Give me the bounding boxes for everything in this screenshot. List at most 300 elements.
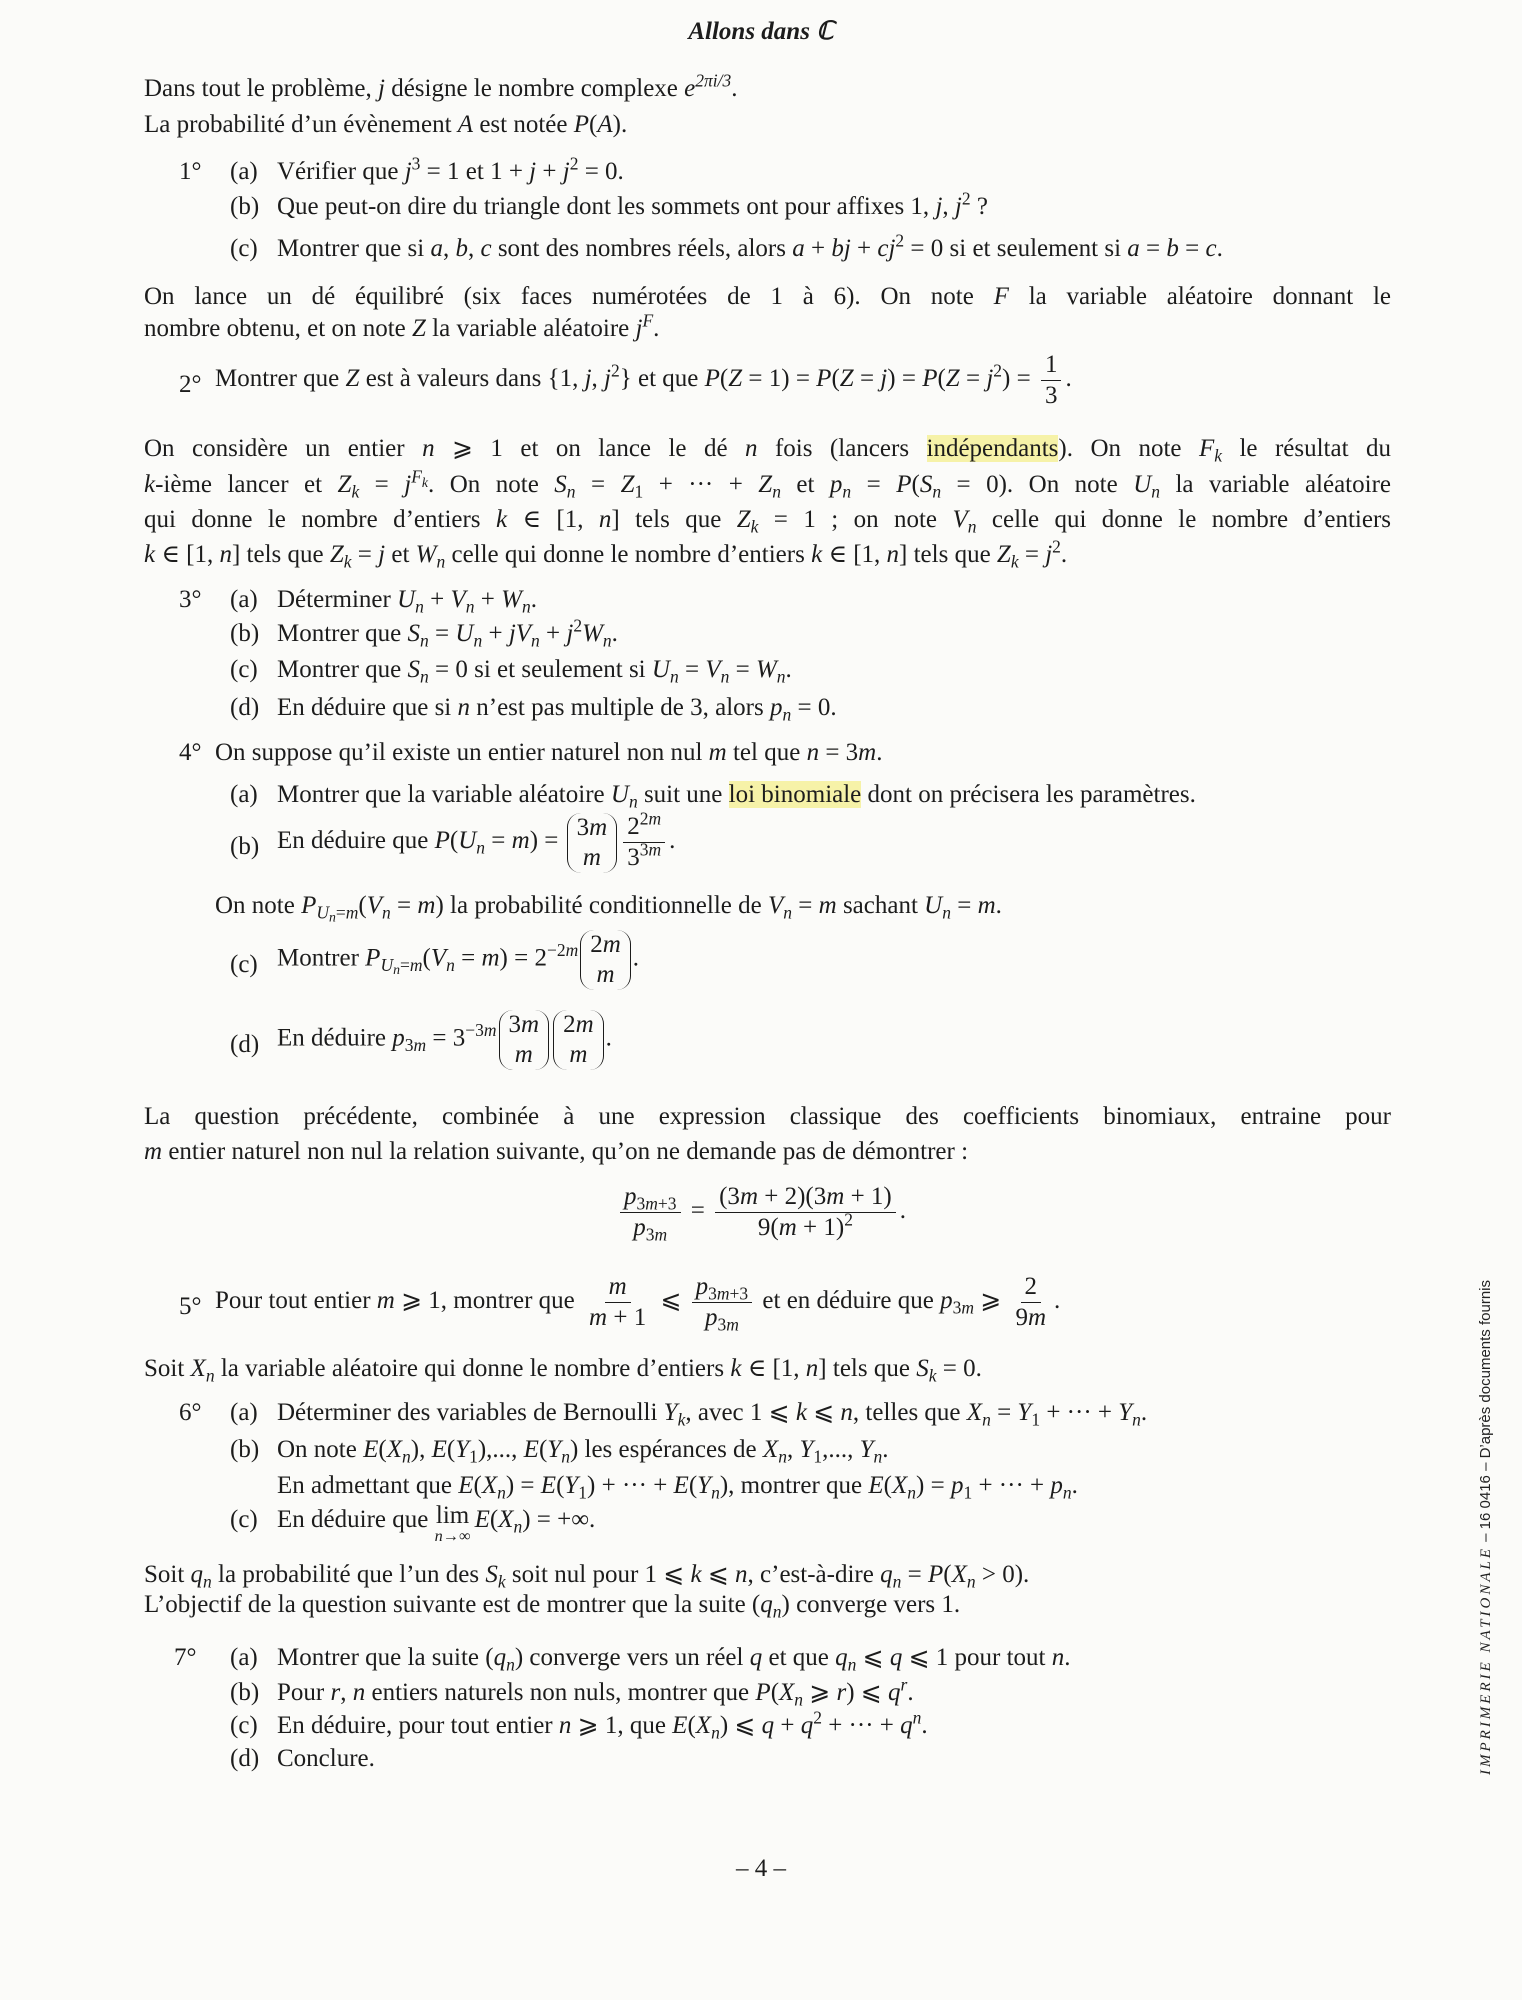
text-run: ∈ [1, <box>741 1355 806 1382</box>
fraction <box>692 1272 753 1333</box>
text-run: , avec 1 ⩽ <box>685 1399 796 1426</box>
math-symbol: 1 <box>578 1482 588 1503</box>
math-symbol: = <box>399 954 410 975</box>
text-run: . <box>899 1197 906 1225</box>
text-run: . <box>669 827 676 855</box>
item-label: (d) <box>230 1745 260 1772</box>
math-symbol: n <box>966 1571 976 1592</box>
question-4 <box>0 736 1522 770</box>
math-symbol: F <box>1198 435 1215 462</box>
item-label: (d) <box>230 1031 260 1058</box>
math-symbol: k <box>144 471 156 498</box>
math-symbol: n <box>602 630 612 651</box>
question-4b <box>0 808 1522 882</box>
math-symbol: p <box>704 1304 718 1331</box>
fraction <box>1041 350 1062 411</box>
math-symbol: A <box>597 111 613 138</box>
text-run: En déduire que si <box>277 694 458 721</box>
math-symbol: −2 <box>546 940 566 961</box>
math-symbol: n <box>669 666 679 687</box>
math-symbol: Z <box>412 315 426 342</box>
text-run: ), montrer que <box>719 1472 869 1499</box>
text-run: ( <box>378 1436 387 1463</box>
math-symbol: m <box>608 1273 627 1300</box>
math-symbol: r <box>330 1679 341 1706</box>
math-symbol: m <box>589 1304 608 1331</box>
math-symbol: p <box>829 471 843 498</box>
math-symbol: 1 <box>634 481 644 502</box>
intro-line <box>144 108 627 142</box>
display-formula <box>0 1182 1522 1243</box>
paragraph-line <box>144 538 1067 572</box>
math-symbol: k <box>343 551 352 572</box>
text-run: Déterminer <box>277 586 398 613</box>
text-run: sachant <box>836 892 925 919</box>
math-symbol: p <box>940 1287 953 1315</box>
question-6a <box>0 1396 1522 1430</box>
math-symbol: 2 <box>639 808 649 829</box>
text-run: On lance un dé équilibré (six faces numérotées de 1 à 6). On note <box>144 283 994 310</box>
math-symbol: n <box>873 1446 883 1467</box>
text-run: = 0 si et seulement si <box>428 656 652 683</box>
math-symbol: n <box>446 954 455 975</box>
question-number: 4° <box>179 739 202 766</box>
math-symbol: A <box>457 111 474 138</box>
math-symbol: Y <box>799 1436 814 1463</box>
text-run: 9 <box>1015 1304 1028 1331</box>
question-text <box>215 1272 1060 1333</box>
text-run: ⩽ <box>701 1561 736 1588</box>
text-run: la variable aléatoire qui donne le nombre d’entiers <box>214 1355 731 1382</box>
text-run: + <box>539 620 567 647</box>
binomial-top <box>563 1010 594 1040</box>
text-run: ) = 2 <box>499 944 547 972</box>
math-symbol: r <box>836 1679 847 1706</box>
math-symbol: 3 <box>708 1283 717 1304</box>
fraction-denominator <box>1011 1303 1050 1333</box>
text-run: Montrer que <box>277 656 408 683</box>
math-symbol: n <box>513 1516 523 1537</box>
text-run: et <box>780 471 830 498</box>
math-symbol: Z <box>337 471 352 498</box>
binomial-bottom <box>596 960 614 990</box>
question-6b <box>0 1433 1522 1467</box>
text-run: (3 <box>719 1183 740 1210</box>
math-symbol: V <box>768 892 784 919</box>
question-7a <box>0 1641 1522 1675</box>
text-run: . <box>530 586 537 613</box>
math-symbol: S <box>485 1561 498 1588</box>
text-run: = 0. <box>578 158 624 185</box>
text-run: la variable aléatoire <box>425 315 636 342</box>
item-text <box>277 1010 612 1070</box>
text-run: ∈ [1, <box>822 541 887 568</box>
math-symbol: S <box>407 620 421 647</box>
text-run: suit une <box>637 781 729 808</box>
math-symbol: n <box>967 516 977 537</box>
math-symbol: m <box>569 1041 588 1068</box>
math-symbol: n <box>842 481 852 502</box>
printer-footer <box>1477 1280 1495 1775</box>
text-run: = <box>485 827 512 855</box>
question-3a <box>0 583 1522 617</box>
fraction-numerator <box>620 1182 681 1213</box>
math-symbol: X <box>695 1712 712 1739</box>
math-symbol: n <box>473 630 483 651</box>
math-symbol: n <box>476 837 486 858</box>
math-symbol: e <box>684 75 696 102</box>
text-run: ) ⩽ <box>719 1712 762 1739</box>
math-symbol: c <box>480 235 492 262</box>
math-symbol: n <box>566 481 576 502</box>
math-symbol: m <box>645 1193 658 1214</box>
text-run: Déterminer des variables de Bernoulli <box>277 1399 664 1426</box>
paragraph-line <box>144 432 1391 466</box>
fraction-denominator <box>1041 381 1062 411</box>
math-symbol: m <box>409 954 423 975</box>
text-run: soit nul pour 1 ⩽ <box>505 1561 691 1588</box>
question-number: 2° <box>179 371 202 398</box>
text-run: = <box>359 471 405 498</box>
text-run: ( <box>556 1472 565 1499</box>
text-run: . <box>907 1679 914 1706</box>
text-run: ⩾ 1, que <box>571 1712 673 1739</box>
math-symbol: q <box>800 1712 814 1739</box>
text-run: + 1) <box>844 1183 892 1210</box>
math-symbol: n <box>711 1722 720 1743</box>
math-symbol: p <box>392 1024 405 1052</box>
math-symbol: n <box>735 1561 748 1588</box>
limit-word: lim <box>435 1502 470 1529</box>
question-4a <box>0 778 1522 812</box>
fraction-numerator <box>692 1272 753 1303</box>
item-text <box>277 1709 928 1743</box>
fraction-numerator <box>605 1272 631 1303</box>
document-code: – 16 0416 – D’après documents fournis <box>1477 1280 1494 1546</box>
item-text <box>277 653 792 687</box>
text-run: ) = <box>887 365 923 393</box>
binomial-bottom <box>515 1040 533 1070</box>
intro-line <box>144 72 738 106</box>
text-run: = <box>792 892 819 919</box>
math-symbol: 1 <box>1031 1409 1041 1430</box>
math-symbol: E <box>868 1472 884 1499</box>
math-symbol: bj <box>831 235 851 262</box>
text-run: = <box>851 471 897 498</box>
paragraph-line <box>144 503 1391 537</box>
text-run: En déduire <box>277 1024 393 1052</box>
question-6b-continued <box>0 1469 1522 1503</box>
math-symbol: m <box>596 961 615 988</box>
item-text <box>277 617 618 651</box>
fraction <box>623 808 665 873</box>
text-run: Montrer que la variable aléatoire <box>277 781 611 808</box>
text-run: En déduire, pour tout entier <box>277 1712 559 1739</box>
math-symbol: m <box>858 739 877 766</box>
math-symbol: S <box>554 471 567 498</box>
math-symbol: m <box>961 1297 975 1318</box>
item-text <box>277 232 1223 266</box>
text-run: ? <box>970 193 988 220</box>
text-run: , <box>942 193 955 220</box>
math-symbol: n <box>628 791 638 812</box>
math-symbol: q <box>889 1644 903 1671</box>
text-run: = 3 <box>819 739 859 766</box>
text-run: + ··· + <box>821 1712 901 1739</box>
math-symbol: m <box>778 1214 797 1241</box>
item-text <box>277 930 639 990</box>
math-symbol: m <box>648 839 662 860</box>
math-symbol: P <box>922 365 938 393</box>
math-symbol: j <box>986 365 994 393</box>
text-run: ). On note <box>1058 435 1199 462</box>
text-run: = <box>729 656 756 683</box>
highlighted-text: indépendants <box>926 435 1059 462</box>
math-symbol: Z <box>736 506 751 533</box>
item-label: (b) <box>230 1436 260 1463</box>
math-symbol: cj <box>877 235 896 262</box>
math-symbol: 3 <box>636 1193 646 1214</box>
text-run: entiers naturels non nuls, montrer que <box>365 1679 756 1706</box>
math-symbol: U <box>397 586 416 613</box>
text-run: ⩽ <box>806 1399 841 1426</box>
math-symbol: n <box>415 596 424 617</box>
math-symbol: U <box>651 656 670 683</box>
text-run: = <box>684 1197 712 1225</box>
text-run: ] tels que <box>611 506 737 533</box>
text-run: = <box>1139 235 1167 262</box>
math-symbol: 2 <box>610 360 620 381</box>
text-run: la variable aléatoire donnant le <box>1008 283 1391 310</box>
math-symbol: n <box>465 596 475 617</box>
math-symbol: j <box>404 158 412 185</box>
item-label: (d) <box>230 694 260 721</box>
math-symbol: n <box>982 1409 991 1430</box>
text-run: + <box>536 158 563 185</box>
binomial-coefficient <box>553 1010 604 1070</box>
math-symbol: 1 <box>963 1482 973 1503</box>
question-number: 3° <box>179 586 202 613</box>
math-symbol: Y <box>455 1436 470 1463</box>
text-run: ( <box>688 1472 698 1499</box>
math-symbol: q <box>190 1561 204 1588</box>
math-symbol: Z <box>996 541 1011 568</box>
math-symbol: n <box>892 1571 902 1592</box>
text-run: ⩽ <box>856 1644 890 1671</box>
math-symbol: n <box>1062 1482 1072 1503</box>
text-run: = 1) = <box>742 365 817 393</box>
paragraph-line <box>144 1558 1029 1592</box>
text-run: , <box>467 235 481 262</box>
math-symbol: P <box>704 365 720 393</box>
math-symbol: X <box>891 1472 908 1499</box>
paragraph-line <box>144 1135 968 1169</box>
math-symbol: U <box>1133 471 1152 498</box>
text-run: le résultat du <box>1222 435 1391 462</box>
math-symbol: n <box>382 902 391 923</box>
item-text <box>277 778 1196 812</box>
math-symbol: 3 <box>639 839 649 860</box>
text-run: En déduire que <box>277 827 435 855</box>
text-run: + <box>474 586 502 613</box>
math-symbol: U <box>380 954 394 975</box>
math-symbol: q <box>888 1679 901 1706</box>
math-symbol: E <box>363 1436 379 1463</box>
fraction-numerator <box>623 808 665 843</box>
math-symbol: c <box>1205 235 1217 262</box>
text-run: On note <box>215 892 302 919</box>
math-symbol: m <box>582 843 601 871</box>
text-run: ) les espérances de <box>569 1436 763 1463</box>
item-label: (a) <box>230 586 258 613</box>
text-run: , <box>591 365 605 393</box>
text-run: On note <box>277 1436 364 1463</box>
math-symbol: U <box>610 781 629 808</box>
question-text <box>215 736 882 770</box>
text-run: . <box>653 315 660 342</box>
text-run: Pour <box>277 1679 331 1706</box>
text-run: On suppose qu’il existe un entier naturel non nul <box>215 739 709 766</box>
item-text <box>277 1433 889 1467</box>
text-run: dont on précisera les paramètres. <box>861 781 1196 808</box>
math-symbol: j <box>377 75 385 102</box>
binomial-top <box>577 813 608 843</box>
math-symbol: m <box>417 892 436 919</box>
math-symbol: X <box>951 1561 967 1588</box>
math-symbol: Y <box>1118 1399 1133 1426</box>
math-symbol: S <box>919 471 933 498</box>
text-run: ( <box>937 365 946 393</box>
text-run: + ··· + <box>972 1472 1051 1499</box>
math-symbol: n <box>352 1679 366 1706</box>
math-symbol: n <box>776 666 786 687</box>
math-symbol: X <box>386 1436 402 1463</box>
text-run: = <box>959 365 987 393</box>
math-symbol: U <box>458 827 477 855</box>
math-symbol: +3 <box>657 1193 677 1214</box>
question-3d <box>0 691 1522 725</box>
math-symbol: p <box>623 1183 637 1210</box>
text-run: ( <box>358 892 367 919</box>
math-symbol: n <box>794 1689 804 1710</box>
math-symbol: m <box>602 931 621 958</box>
text-run: ( <box>883 1472 892 1499</box>
math-symbol: X <box>762 1436 779 1463</box>
math-symbol: 3 <box>952 1297 962 1318</box>
text-run: 2 <box>563 1011 576 1038</box>
math-symbol: m <box>481 944 500 972</box>
math-symbol: X <box>779 1679 795 1706</box>
text-run: . <box>785 656 792 683</box>
math-symbol: X <box>498 1506 514 1533</box>
math-symbol: j <box>378 541 386 568</box>
math-symbol: E <box>431 1436 447 1463</box>
fraction-denominator <box>585 1303 650 1333</box>
text-run: qui donne le nombre d’entiers <box>144 506 496 533</box>
math-symbol: S <box>916 1355 929 1382</box>
math-symbol: X <box>190 1355 206 1382</box>
question-5 <box>0 1272 1522 1342</box>
text-run: En admettant que <box>277 1472 459 1499</box>
text-run: + <box>850 235 878 262</box>
math-symbol: m <box>1027 1304 1047 1331</box>
text-run: ⩾ 1 et on lance le dé <box>434 435 746 462</box>
text-run: = <box>390 892 418 919</box>
page-number: – 4 – <box>736 1855 786 1882</box>
text-run: Montrer que la suite ( <box>277 1644 494 1671</box>
math-symbol: X <box>481 1472 498 1499</box>
math-symbol: n <box>219 541 232 568</box>
text-run: . <box>632 944 640 972</box>
text-run: La question précédente, combinée à une expression classique des coefficients binomiaux, entraine pour <box>144 1103 1391 1130</box>
text-run: ( <box>422 944 431 972</box>
text-run: ⩾ <box>803 1679 837 1706</box>
math-symbol: m <box>575 1011 594 1038</box>
math-symbol: 3 <box>717 1314 727 1335</box>
text-run: > 0). <box>975 1561 1030 1588</box>
math-symbol: k <box>677 1409 686 1430</box>
math-symbol: k <box>928 1365 937 1386</box>
text-run: . On note <box>428 471 555 498</box>
math-symbol: n <box>203 1571 212 1592</box>
math-symbol: Y <box>697 1472 712 1499</box>
math-symbol: n <box>711 1482 720 1503</box>
text-run: . <box>1060 541 1068 568</box>
text-run: , <box>786 1436 800 1463</box>
math-symbol: n <box>720 666 730 687</box>
math-symbol: E <box>672 1712 688 1739</box>
text-run: 3 <box>1044 382 1058 409</box>
fraction-denominator <box>629 1213 671 1243</box>
math-symbol: j <box>954 193 962 220</box>
math-symbol: n <box>205 1365 215 1386</box>
text-run: ( <box>831 365 840 393</box>
text-run: , telles que <box>852 1399 967 1426</box>
text-run: ( <box>687 1712 696 1739</box>
math-symbol: 2 <box>1052 536 1061 557</box>
math-symbol: k <box>795 1399 807 1426</box>
highlighted-text: loi binomiale <box>728 781 862 808</box>
math-symbol: n <box>932 481 942 502</box>
math-symbol: −3 <box>465 1020 484 1041</box>
item-text <box>277 190 988 224</box>
math-symbol: 3 <box>645 1224 655 1245</box>
conditional-note <box>0 889 1522 923</box>
text-run: ) la probabilité conditionnelle de <box>435 892 768 919</box>
math-symbol: m <box>565 940 579 961</box>
text-run: . <box>921 1712 928 1739</box>
math-symbol: P <box>816 365 832 393</box>
item-label: (c) <box>230 656 258 683</box>
math-symbol: k <box>1010 551 1019 572</box>
text-run: est notée <box>473 111 574 138</box>
math-symbol: m <box>726 1314 739 1335</box>
math-symbol: n <box>772 1601 782 1622</box>
math-symbol: m <box>818 892 837 919</box>
math-symbol: V <box>952 506 968 533</box>
text-run: = <box>990 1399 1018 1426</box>
math-symbol: n <box>783 902 793 923</box>
text-run: On considère un entier <box>144 435 423 462</box>
math-symbol: +3 <box>729 1283 749 1304</box>
fraction <box>1011 1272 1050 1333</box>
math-symbol: P <box>755 1679 771 1706</box>
math-symbol: F <box>411 466 422 487</box>
binomial-bottom <box>583 843 601 873</box>
math-symbol: E <box>673 1472 689 1499</box>
math-symbol: a <box>1127 235 1140 262</box>
fraction-numerator <box>1021 1272 1042 1303</box>
